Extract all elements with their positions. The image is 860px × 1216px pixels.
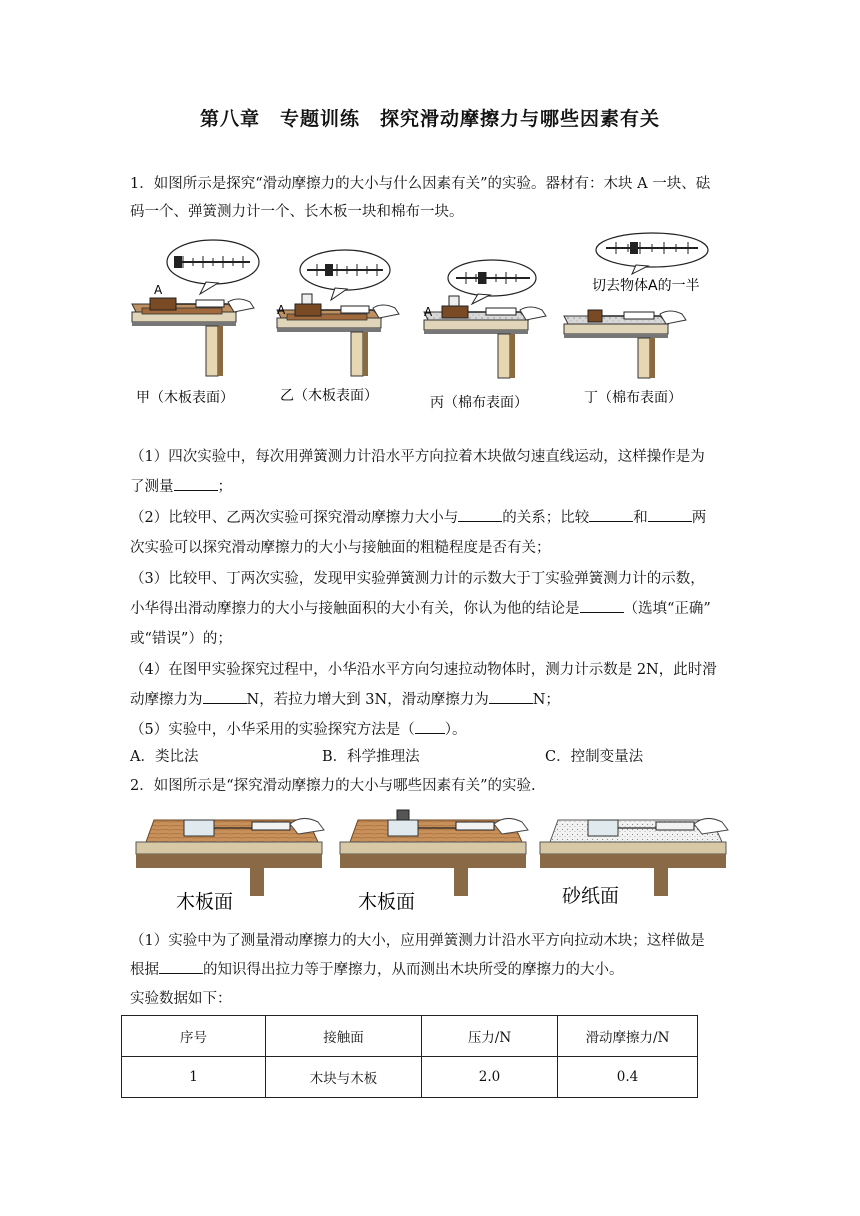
q2-caption-2: 木板面 (358, 891, 416, 913)
q2-figure (132, 808, 736, 918)
q1-part2-line1: （2）比较甲、乙两次实验可探究滑动摩擦力大小与 的关系；比较 和 两 (130, 510, 707, 526)
q2-part1-line2: 根据 的知识得出拉力等于摩擦力，从而测出木块所受的摩擦力的大小。 (130, 962, 624, 978)
label-a-yi: A (277, 303, 286, 317)
table-header-cell: 接触面 (266, 1016, 422, 1057)
table-cell: 1 (122, 1057, 266, 1098)
caption-bing: 丙（棉布表面） (430, 395, 528, 411)
label-a-jia: A (154, 283, 163, 297)
q1-part1-line1: （1）四次实验中，每次用弹簧测力计沿水平方向拉着木块做匀速直线运动，这样操作是为 (130, 449, 705, 465)
q1-part3-line1: （3）比较甲、丁两次实验，发现甲实验弹簧测力计的示数大于丁实验弹簧测力计的示数， (130, 571, 705, 587)
setup-yi (277, 250, 399, 376)
q1-part1-line2: 了测量 ； (130, 479, 232, 495)
answer-blank[interactable] (174, 478, 218, 491)
answer-blank[interactable] (489, 691, 533, 704)
option-c[interactable]: C．控制变量法 (545, 749, 644, 765)
table-cell: 木块与木板 (266, 1057, 422, 1098)
label-a-bing: A (424, 305, 433, 319)
q2-caption-3: 砂纸面 (562, 885, 620, 907)
page-title: 第八章 专题训练 探究滑动摩擦力与哪些因素有关 (199, 108, 660, 130)
answer-blank[interactable] (580, 600, 624, 613)
table-header-cell: 序号 (122, 1016, 266, 1057)
q1-figure (128, 232, 728, 417)
setup-wood-2 (340, 810, 528, 896)
answer-blank[interactable] (159, 961, 203, 974)
option-a[interactable]: A．类比法 (130, 749, 199, 765)
q1-part4-line1: （4）在图甲实验探究过程中，小华沿水平方向匀速拉动物体时，测力计示数是 2N，此时滑 (130, 662, 717, 678)
option-b[interactable]: B．科学推理法 (322, 749, 420, 765)
answer-blank[interactable] (203, 691, 247, 704)
q1-part5: （5）实验中，小华采用的实验探究方法是（ ）。 (130, 722, 467, 738)
q2-intro: 2．如图所示是“探究滑动摩擦力的大小与哪些因素有关”的实验. (130, 778, 536, 794)
caption-ding: 丁（棉布表面） (584, 390, 682, 406)
setup-bing (424, 260, 546, 378)
answer-blank[interactable] (458, 509, 502, 522)
q2-data-label: 实验数据如下： (130, 991, 232, 1007)
q1-part4-line2: 动摩擦力为 N，若拉力增大到 3N，滑动摩擦力为 N； (130, 692, 560, 708)
setup-jia (132, 240, 259, 376)
setup-wood-1 (136, 818, 324, 896)
cut-note: 切去物体A的一半 (592, 278, 700, 294)
table-header-row (122, 1016, 698, 1057)
q2-caption-1: 木板面 (176, 891, 234, 913)
table-header-cell: 压力/N (422, 1016, 558, 1057)
setup-ding (564, 233, 708, 378)
q1-intro-line2: 码一个、弹簧测力计一个、长木板一块和棉布一块。 (130, 204, 464, 220)
table-cell: 0.4 (558, 1057, 698, 1098)
table-header-cell: 滑动摩擦力/N (558, 1016, 698, 1057)
experiment-data-table (121, 1015, 698, 1098)
q1-intro-line1: 1．如图所示是探究“滑动摩擦力的大小与什么因素有关”的实验。器材有：木块 A 一块、砝 (130, 176, 711, 192)
q1-part3-line2: 小华得出滑动摩擦力的大小与接触面积的大小有关，你认为他的结论是 （选填“正确” (130, 601, 711, 617)
q2-part1-line1: （1）实验中为了测量滑动摩擦力的大小，应用弹簧测力计沿水平方向拉动木块；这样做是 (130, 933, 705, 949)
q1-part2-line2: 次实验可以探究滑动摩擦力的大小与接触面的粗糙程度是否有关； (130, 540, 551, 556)
table-row (122, 1057, 698, 1098)
answer-blank[interactable] (648, 509, 692, 522)
caption-jia: 甲（木板表面） (136, 390, 234, 406)
answer-blank[interactable] (415, 721, 445, 734)
q1-part3-line3: 或“错误”）的； (130, 631, 232, 647)
table-cell: 2.0 (422, 1057, 558, 1098)
caption-yi: 乙（木板表面） (280, 388, 378, 404)
answer-blank[interactable] (589, 509, 633, 522)
